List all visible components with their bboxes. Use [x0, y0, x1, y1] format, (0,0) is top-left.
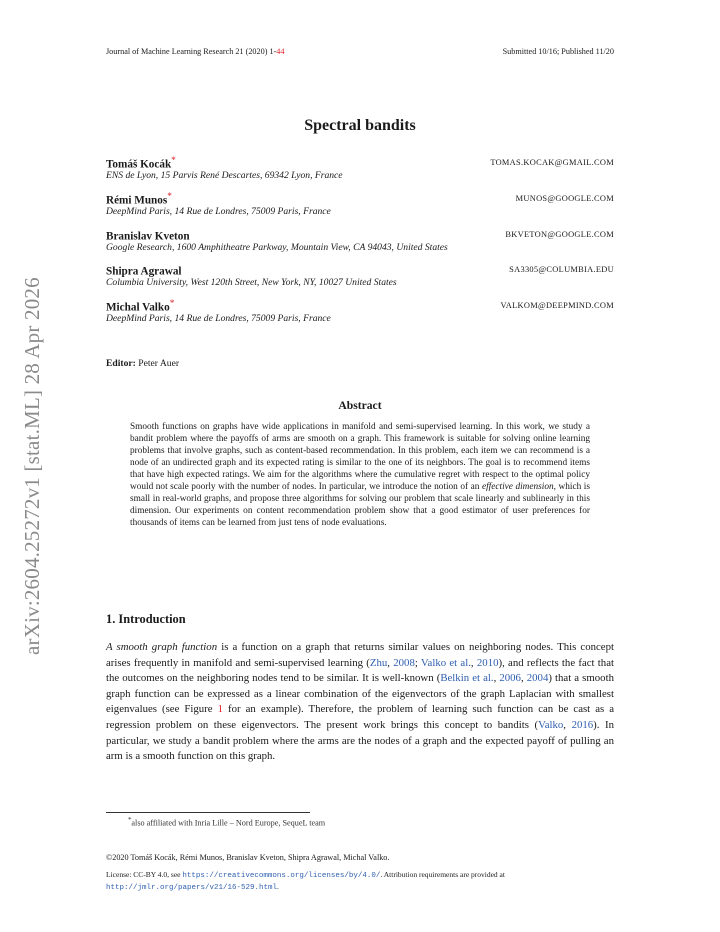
- author-name: Rémi Munos: [106, 194, 168, 207]
- license-url-link[interactable]: https://creativecommons.org/licenses/by/4.0/: [182, 872, 381, 880]
- license-text: License: CC-BY 4.0, see: [106, 870, 183, 879]
- submission-dates: Submitted 10/16; Published 11/20: [502, 47, 614, 56]
- author-email: MUNOS@GOOGLE.COM: [515, 194, 614, 203]
- author-block: [106, 263, 614, 288]
- footnote-text: also affiliated with Inria Lille – Nord Europe, SequeL team: [131, 818, 326, 828]
- paper-url-link[interactable]: http://jmlr.org/papers/v21/16-529.html: [106, 883, 278, 892]
- license-text: .: [277, 881, 279, 891]
- author-block: [106, 156, 614, 181]
- defined-term: A smooth graph function: [106, 641, 218, 653]
- intro-text: for an example). Therefore, the problem of learning such function can be cast as a regression problem on these eigenvectors. The present work brings this concept to bandits (: [106, 703, 615, 731]
- journal-citation: Journal of Machine Learning Research 21 (2020) 1-: [106, 47, 277, 56]
- intro-text: ). In particular, we study a bandit problem where the arms are the nodes of a graph and the expected payoff of pulling an arm is a smooth function on this graph.: [106, 718, 614, 763]
- figure-link[interactable]: 1: [217, 703, 223, 716]
- author-footnote-mark[interactable]: *: [171, 156, 176, 166]
- license-line: [106, 870, 614, 894]
- editor-name: Peter Auer: [138, 358, 180, 369]
- abstract-part: Smooth functions on graphs have wide applications in manifold and semi-supervised learning. In this work, we study a bandit problem where the payoffs of arms are smooth on a graph. This framework is suitable for solving online learning problems that involve graphs, such as content-based recommendation. In this problem, each item we can recommend is a node of an undirected graph and its expected rating is similar to the one of its neighbors. The goal is to recommend items that have high expected ratings. We aim for the algorithms where the cumulative regret with respect to the optimal policy would not scale poorly with the number of nodes. In particular, we introduce the notion of an: [130, 422, 590, 493]
- author-block: [106, 299, 614, 324]
- editor-line: [106, 358, 179, 369]
- citation-link[interactable]: 2004: [526, 672, 549, 685]
- footnote-divider: [106, 812, 310, 813]
- author-affiliation: Columbia University, West 120th Street, New York, NY, 10027 United States: [106, 277, 397, 288]
- author-name: Branislav Kveton: [106, 230, 190, 243]
- citation-link[interactable]: 2008: [393, 656, 415, 669]
- intro-paragraph: A smooth graph function is a function on a graph that returns similar values on neighboring nodes. This concept arises frequently in manifold and semi-supervised learning (Zhu, 2008; Valko et al., 2010), and reflects the fact that the outcomes on the neighboring nodes tend to be similar. It is well-known (Belkin et al., 2006, 2004) that a smooth graph function can be expressed as a linear combination of the eigenvectors of the graph Laplacian with smallest eigenvalues (see Figure 1 for an example). Therefore, the problem of learning such function can be cast as a regression problem on these eigenvectors. The present work brings this concept to bandits (Valko, 2016). In particular, we study a bandit problem where the arms are the nodes of a graph and the expected payoff of pulling an arm is a smooth function on this graph.: [106, 641, 615, 763]
- author-email: BKVETON@GOOGLE.COM: [505, 230, 614, 239]
- author-email: TOMAS.KOCAK@GMAIL.COM: [490, 158, 614, 167]
- intro-text: is a function on a graph that returns similar values on neighboring nodes. This concept arises frequently in manifold and semi-supervised learning (: [106, 641, 614, 669]
- citation-link[interactable]: Zhu: [369, 656, 388, 669]
- editor-label: Editor:: [106, 358, 136, 369]
- citation-link[interactable]: 2006: [499, 672, 521, 685]
- abstract-part: , which is small in real-world graphs, and propose three algorithms for solving our problem that scale linearly and sublinearly in this dimension. Our experiments on content recommendation problem show that a good estimator of user preferences for thousands of items can be learned from just tens of node evaluations.: [130, 482, 590, 529]
- journal-header: [106, 47, 284, 56]
- arxiv-stamp: arXiv:2604.25272v1 [stat.ML] 28 Apr 2026: [20, 277, 44, 655]
- copyright-line: ©2020 Tomáš Kocák, Rémi Munos, Branislav Kveton, Shipra Agrawal, Michal Valko.: [106, 853, 390, 862]
- author-affiliation: Google Research, 1600 Amphitheatre Parkway, Mountain View, CA 94043, United States: [106, 242, 448, 253]
- author-affiliation: ENS de Lyon, 15 Parvis René Descartes, 69342 Lyon, France: [106, 170, 343, 181]
- author-footnote-mark[interactable]: *: [167, 192, 172, 202]
- intro-text: ), and reflects the fact that the outcomes on the neighboring nodes tend to be similar. It is well-known (: [106, 656, 614, 685]
- author-affiliation: DeepMind Paris, 14 Rue de Londres, 75009 Paris, France: [106, 206, 331, 217]
- author-name: Shipra Agrawal: [106, 265, 182, 278]
- author-email: VALKOM@DEEPMIND.COM: [500, 301, 614, 310]
- author-name: Michal Valko: [106, 301, 170, 314]
- author-name: Tomáš Kocák: [106, 158, 172, 171]
- citation-link[interactable]: 2016: [571, 718, 594, 731]
- intro-text: ) that a smooth graph function can be expressed as a linear combination of the eigenvectors of the graph Laplacian with smallest eigenvalues (see Figure: [106, 672, 614, 716]
- abstract-heading: Abstract: [338, 399, 382, 412]
- journal-page-link[interactable]: 44: [276, 47, 285, 56]
- citation-link[interactable]: Valko: [538, 718, 564, 731]
- footnote-mark: *: [128, 817, 132, 824]
- footnote: [128, 817, 325, 828]
- citation-link[interactable]: 2010: [476, 656, 499, 669]
- author-block: [106, 192, 614, 217]
- author-affiliation: DeepMind Paris, 14 Rue de Londres, 75009 Paris, France: [106, 313, 331, 324]
- intro-text: ;: [414, 656, 421, 669]
- license-text: . Attribution requirements are provided at: [380, 870, 505, 879]
- paper-title: Spectral bandits: [304, 117, 416, 134]
- citation-link[interactable]: Belkin et al.: [440, 672, 494, 685]
- section-heading: 1. Introduction: [106, 612, 186, 626]
- abstract-emphasis: effective dimension: [481, 482, 554, 493]
- author-email: SA3305@COLUMBIA.EDU: [509, 265, 614, 274]
- abstract-text: [130, 421, 590, 529]
- author-block: [106, 228, 614, 253]
- citation-link[interactable]: Valko et al.: [420, 656, 471, 669]
- author-footnote-mark[interactable]: *: [169, 299, 175, 309]
